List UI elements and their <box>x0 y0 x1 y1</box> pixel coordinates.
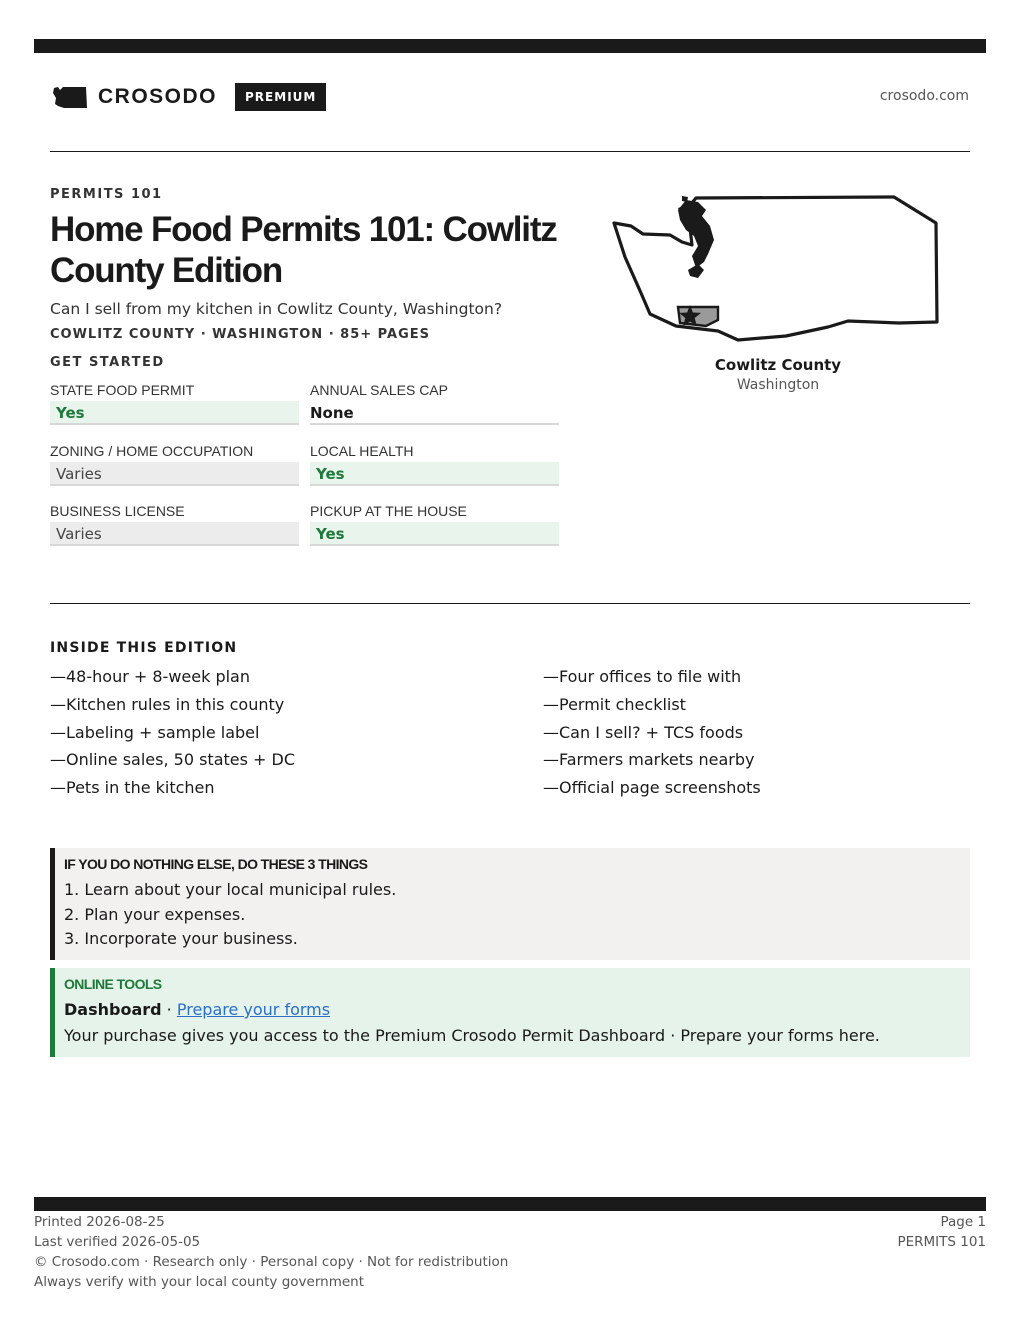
footer-section: PERMITS 101 <box>897 1234 986 1250</box>
fact-value: Yes <box>50 401 299 425</box>
fact-value: Yes <box>310 462 559 486</box>
fact-value: None <box>310 401 559 425</box>
online-tools-callout <box>50 968 970 1057</box>
fact-value: Varies <box>50 522 299 546</box>
dashboard-label: Dashboard <box>64 1000 162 1019</box>
get-started-heading: GET STARTED <box>50 355 165 370</box>
footer-left <box>34 1212 508 1292</box>
fact-value: Yes <box>310 522 559 546</box>
list-item: —Four offices to file with <box>543 667 742 686</box>
fact-zoning <box>50 441 299 486</box>
fact-business-license <box>50 501 299 546</box>
list-item: —Kitchen rules in this county <box>50 694 285 714</box>
kicker: PERMITS 101 <box>50 187 163 202</box>
list-item: —Can I sell? + TCS foods <box>543 722 744 742</box>
footer-bar <box>34 1197 986 1211</box>
online-tools-title: ONLINE TOOLS <box>64 976 162 992</box>
separator: · <box>161 1000 177 1019</box>
inside-list-right <box>543 666 761 805</box>
subtitle: Can I sell from my kitchen in Cowlitz County, Washington? <box>50 300 503 318</box>
fact-pickup <box>310 501 559 546</box>
fact-value: Varies <box>50 462 299 486</box>
header-divider <box>50 151 970 152</box>
inside-list-left <box>50 666 295 805</box>
verified-date: Last verified 2026-05-05 <box>34 1234 201 1250</box>
list-item: —Official page screenshots <box>543 778 761 798</box>
state-map <box>608 190 948 350</box>
must-do-item: 2. Plan your expenses. <box>64 904 246 924</box>
must-do-item: 1. Learn about your local municipal rules. <box>64 880 397 899</box>
washington-map-icon <box>608 190 948 350</box>
brand[interactable] <box>52 82 326 112</box>
dashboard-line <box>64 999 970 1021</box>
inside-edition-heading: INSIDE THIS EDITION <box>50 640 238 656</box>
site-url[interactable]: crosodo.com <box>879 88 969 104</box>
disclaimer: Always verify with your local county government <box>34 1274 364 1290</box>
map-state-label: Washington <box>736 377 820 393</box>
list-item: —Online sales, 50 states + DC <box>50 750 296 770</box>
copyright: © Crosodo.com · Research only · Personal copy · Not for redistribution <box>34 1254 509 1270</box>
page-title: Home Food Permits 101: Cowlitz County Edition <box>50 210 557 290</box>
page-number: Page 1 <box>940 1214 986 1230</box>
fact-label: STATE FOOD PERMIT <box>50 382 195 398</box>
prepare-forms-link[interactable]: Prepare your forms <box>176 1000 331 1019</box>
list-item: —Permit checklist <box>543 694 686 714</box>
map-county-label: Cowlitz County <box>714 356 842 374</box>
must-do-item: 3. Incorporate your business. <box>64 929 298 948</box>
fact-local-health <box>310 441 559 486</box>
fact-label: BUSINESS LICENSE <box>50 503 185 519</box>
washington-state-logo-icon <box>52 84 88 110</box>
footer-right <box>897 1212 986 1252</box>
list-item: —48-hour + 8-week plan <box>50 667 250 686</box>
fact-state-food-permit <box>50 380 299 425</box>
premium-badge: PREMIUM <box>235 83 326 111</box>
section-divider <box>50 603 970 604</box>
printed-date: Printed 2026-08-25 <box>34 1214 165 1230</box>
list-item: —Labeling + sample label <box>50 722 260 742</box>
list-item: —Pets in the kitchen <box>50 778 215 798</box>
online-tools-description: Your purchase gives you access to the Premium Crosodo Permit Dashboard · Prepare your forms here. <box>64 1026 880 1045</box>
top-bar <box>34 39 986 53</box>
fact-label: PICKUP AT THE HOUSE <box>310 503 467 519</box>
must-do-callout <box>50 848 970 960</box>
fact-label: ZONING / HOME OCCUPATION <box>50 443 254 459</box>
fact-annual-sales-cap <box>310 380 559 425</box>
edition-meta: COWLITZ COUNTY · WASHINGTON · 85+ PAGES <box>50 327 430 342</box>
fact-label: ANNUAL SALES CAP <box>310 382 448 398</box>
list-item: —Farmers markets nearby <box>543 750 755 770</box>
must-do-title: IF YOU DO NOTHING ELSE, DO THESE 3 THINGS <box>64 856 368 872</box>
brand-name: CROSODO <box>98 85 218 108</box>
fact-label: LOCAL HEALTH <box>310 443 414 459</box>
